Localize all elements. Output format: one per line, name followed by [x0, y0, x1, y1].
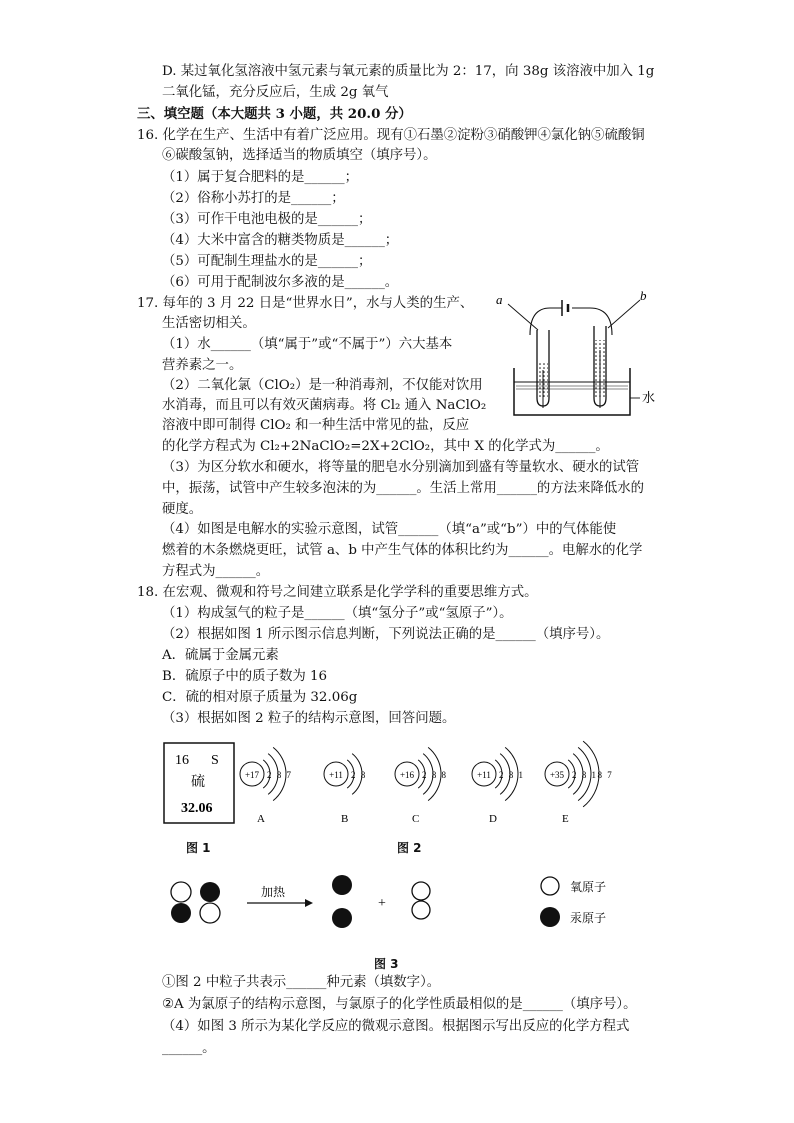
- q16-item-5: （5）可配制生理盐水的是______；: [162, 254, 372, 269]
- electron-counts: 2 8 7: [267, 770, 293, 780]
- particle-label: C: [412, 813, 420, 825]
- electron-counts: 2 8 1: [499, 770, 525, 780]
- element-mass: 32.06: [181, 801, 213, 816]
- nucleus-charge: +17: [244, 770, 260, 780]
- plus-sign: +: [378, 896, 386, 911]
- q17-part3-line2: 中，振荡，试管中产生较多泡沫的为______。生活上常用______的方法来降低水的: [162, 481, 645, 496]
- electron-counts: 2 8 18 7: [572, 770, 614, 780]
- q18-part1: （1）构成氢气的粒子是______（填“氢分子”或“氢原子”）。: [162, 606, 513, 621]
- q17-part4-line3: 方程式为______。: [162, 564, 270, 579]
- electron-counts: 2 8 8: [422, 770, 448, 780]
- option-d-line1: D. 某过氧化氢溶液中氢元素与氧元素的质量比为 2：17，向 38g 该溶液中加入 1g: [162, 64, 655, 79]
- electrolysis-apparatus: [490, 290, 670, 420]
- q17-part2-line2: 水消毒，而且可以有效灭菌病毒。将 Cl₂ 通入 NaClO₂: [162, 398, 487, 413]
- q17-part4-line2: 燃着的木条燃烧更旺，试管 a、b 中产生气体的体积比约为______。电解水的化学: [162, 543, 643, 558]
- q17-part4-line1: （4）如图是电解水的实验示意图，试管______（填“a”或“b”）中的气体能使: [162, 522, 617, 537]
- q17-part2-line1: （2）二氧化氯（ClO₂）是一种消毒剂，不仅能对饮用: [162, 378, 483, 393]
- element-card: [163, 742, 235, 824]
- q16-item-1: （1）属于复合肥料的是______；: [162, 170, 358, 185]
- label-water: 水: [642, 390, 656, 405]
- q16-stem-line1: 16. 化学在生产、生活中有着广泛应用。现有①石墨②淀粉③硝酸钾④氯化钠⑤硫酸铜: [137, 128, 645, 143]
- particle-label: E: [562, 813, 569, 825]
- q18-option-c: C．硫的相对原子质量为 32.06g: [162, 690, 358, 705]
- q16-item-6: （6）可用于配制波尔多液的是______。: [162, 275, 399, 290]
- particle-label: A: [257, 813, 265, 825]
- fig1-caption: 图 1: [186, 841, 211, 855]
- element-symbol: S: [211, 753, 219, 768]
- q17-part3-line1: （3）为区分软水和硬水，将等量的肥皂水分别滴加到盛有等量软水、硬水的试管: [162, 460, 640, 475]
- legend-oxygen: 氧原子: [570, 880, 607, 894]
- q16-item-3: （3）可作干电池电极的是______；: [162, 212, 372, 227]
- option-d-line2: 二氧化锰，充分反应后，生成 2g 氧气: [162, 85, 389, 100]
- q17-part1-line2: 营养素之一。: [162, 358, 243, 373]
- q17-stem-line1: 17. 每年的 3 月 22 日是“世界水日”，水与人类的生产、: [137, 296, 474, 311]
- q16-stem-line2: ⑥碳酸氢钠，选择适当的物质填空（填序号）。: [162, 148, 437, 163]
- fig3-caption: 图 3: [374, 957, 399, 971]
- section-heading: 三、填空题（本大题共 3 小题，共 20.0 分）: [137, 106, 412, 122]
- q18-part3-sub1: ①图 2 中粒子共表示______种元素（填数字）。: [162, 975, 441, 990]
- q18-part4-line2: ______。: [162, 1041, 216, 1056]
- nucleus-charge: +11: [329, 770, 343, 780]
- particle-E: [537, 738, 647, 828]
- q16-item-4: （4）大米中富含的糖类物质是______；: [162, 233, 399, 248]
- electron-counts: 2 8: [351, 770, 367, 780]
- element-name: 硫: [191, 775, 205, 790]
- nucleus-charge: +16: [399, 770, 415, 780]
- reaction-condition: 加热: [261, 885, 286, 899]
- label-b: b: [640, 290, 647, 303]
- q18-part4-line1: （4）如图 3 所示为某化学反应的微观示意图。根据图示写出反应的化学方程式: [162, 1019, 630, 1034]
- legend-mercury: 汞原子: [570, 911, 607, 925]
- particle-label: B: [341, 813, 349, 825]
- q17-part2-line3: 溶液中即可制得 ClO₂ 和一种生活中常见的盐，反应: [162, 418, 470, 433]
- label-a: a: [496, 292, 503, 307]
- fig2-caption: 图 2: [397, 841, 422, 855]
- q18-option-b: B．硫原子中的质子数为 16: [162, 669, 328, 684]
- q18-part3: （3）根据如图 2 粒子的结构示意图，回答问题。: [162, 711, 456, 726]
- nucleus-charge: +35: [549, 770, 565, 780]
- nucleus-charge: +11: [477, 770, 491, 780]
- q17-part1-line1: （1）水______（填“属于”或“不属于”）六大基本: [162, 337, 453, 352]
- q18-part3-sub2: ②A 为氯原子的结构示意图，与氯原子的化学性质最相似的是______（填序号）。: [162, 997, 637, 1012]
- q18-part2: （2）根据如图 1 所示图示信息判断，下列说法正确的是______（填序号）。: [162, 627, 610, 642]
- q17-part3-line3: 硬度。: [162, 502, 203, 517]
- q17-part2-line4: 的化学方程式为 Cl₂+2NaClO₂=2X+2ClO₂，其中 X 的化学式为______。: [162, 439, 609, 454]
- q18-option-a: A．硫属于金属元素: [162, 648, 279, 663]
- q17-stem-line2: 生活密切相关。: [162, 316, 256, 331]
- particle-label: D: [489, 813, 497, 825]
- q16-item-2: （2）俗称小苏打的是______；: [162, 191, 345, 206]
- q18-stem: 18. 在宏观、微观和符号之间建立联系是化学学科的重要思维方式。: [137, 585, 538, 600]
- element-number: 16: [175, 753, 189, 768]
- reaction-diagram: [165, 875, 645, 935]
